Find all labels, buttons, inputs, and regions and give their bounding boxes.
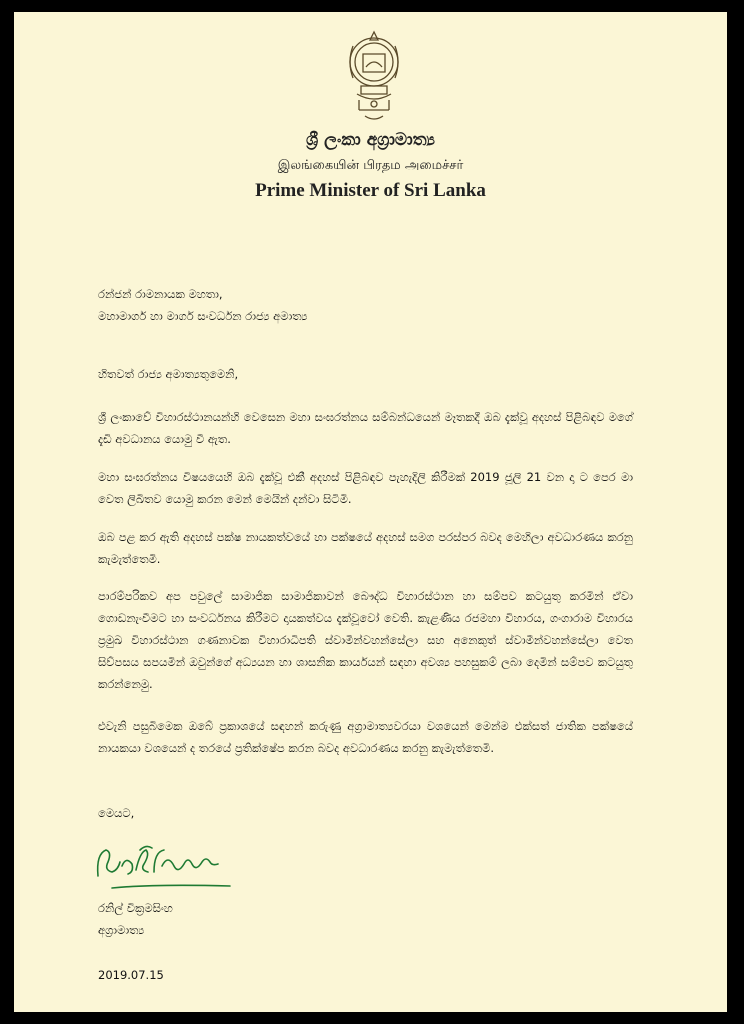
letterhead-title-tamil: இலங்கையின் பிரதம அமைச்சர் [277, 158, 464, 173]
signatory-block [98, 897, 633, 941]
body-paragraph: එවැනි පසුබිමෙක ඔබේ ප්‍රකාශයේ සඳහන් කරුණු අග්‍රාමාත්‍යවරයා වශයෙන් මෙන්ම එක්සත් ජාතික පක්ෂයේ නායකයා වශයෙන් ද තරයේ ප්‍රතික්ෂේප කරන බවද අවධාරණය කරනු කැමැත්තෙමි. [98, 719, 633, 755]
body-paragraph: මහා සංඝරත්නය විෂයයෙහි ඔබ දැක්වූ එකී අදහස් පිළිබඳව පැහැදිලි කිරීමක් 2019 ජූලි 21 වන දා ට පෙර මා වෙත ලිඛිතව යොමු කරන මෙන් මෙයින් දන්වා සිටිමි. [98, 470, 633, 506]
addressee-name: රන්ජන් රාමනායක මහතා, [98, 287, 223, 301]
closing: මෙයට, [98, 806, 135, 820]
letterhead-title-english: Prime Minister of Sri Lanka [255, 180, 486, 201]
addressee-block [98, 283, 633, 327]
signatory-title: අග්‍රාමාත්‍ය [98, 923, 145, 937]
letter-page [14, 12, 727, 1012]
body-paragraph: ශ්‍රී ලංකාවේ විහාරස්ථානයන්හි වෙසෙන මහා සංඝරත්නය සම්බන්ධයෙන් මෑතකදී ඔබ දැක්වූ අදහස් පිළිබඳව මගේ දැඩි අවධානය යොමු වී ඇත. [98, 410, 633, 446]
addressee-position: මහාමාර්ග හා මාර්ග සංවර්ධන රාජ්‍ය අමාත්‍ය [98, 309, 308, 323]
salutation: හිතවත් රාජ්‍ය අමාත්‍යතුමෙනි, [98, 367, 239, 381]
signatory-name: රනිල් වික්‍රමසිංහ [98, 901, 173, 915]
body-paragraph: ඔබ පළ කර ඇති අදහස් පක්ෂ නායකත්වයේ හා පක්ෂයේ අදහස් සමග පරස්පර බවද මෙහිලා අවධාරණය කරනු කැමැත්තෙමි. [98, 530, 633, 566]
letterhead-title-sinhala: ශ්‍රී ලංකා අග්‍රාමාත්‍ය [306, 130, 435, 150]
state-emblem-icon [339, 22, 409, 132]
body-paragraph: පාරම්පරිකව අප පවුලේ සාමාජික සාමාජිකාවන් බෞද්ධ විහාරස්ථාන හා සම්පව කටයුතු කරමින් ඒවා ගොඩනැංවීමට හා සංවර්ධනය කිරීමට දායකත්වය දැක්වූවෝ වෙති. කැළණිය රජමහා විහාරය, ගංගාරාම විහාරය ප්‍රමුඛ විහාරස්ථාන ගණනාවක විහාරාධිපති ස්වාමීන්වහන්සේලා සහ අනෙකුත් ස්වාමීන්වහන්සේලා වෙත සිව්පසය සපයමින් ඔවුන්ගේ අධ්‍යයන හා ශාසනික කාර්යයන් සඳහා අවශ්‍ය පහසුකම් ලබා දෙමින් සම්පව කටයුතු කරන්නෙමු. [98, 589, 633, 691]
letter-date: 2019.07.15 [98, 968, 164, 982]
handwritten-signature [92, 836, 237, 898]
